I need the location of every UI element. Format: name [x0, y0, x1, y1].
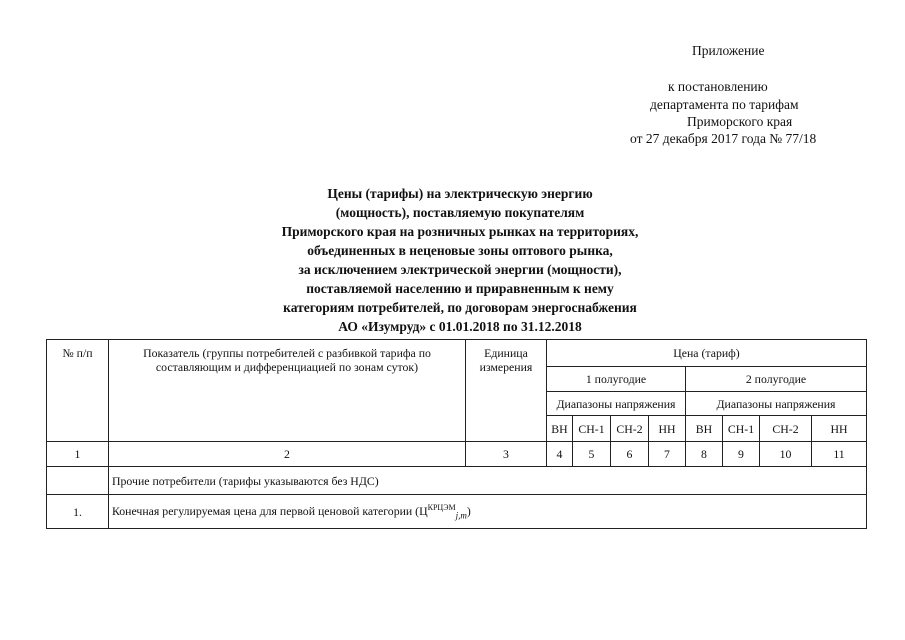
title-line: Цены (тарифы) на электрическую энергию — [327, 186, 593, 201]
section-num-cell — [47, 467, 109, 495]
header-voltage: ВН — [686, 416, 723, 442]
price-superscript: КРЦЭМ — [427, 502, 456, 512]
column-number: 4 — [547, 442, 573, 467]
appendix-block — [0, 0, 905, 150]
column-number: 7 — [649, 442, 686, 467]
column-number: 8 — [686, 442, 723, 467]
title-line: категориям потребителей, по договорам энергоснабжения — [283, 300, 637, 315]
header-voltage: СН-2 — [760, 416, 812, 442]
column-number: 1 — [47, 442, 109, 467]
closing-paren: ) — [466, 503, 471, 518]
document-title — [180, 184, 740, 336]
header-voltage: СН-1 — [723, 416, 760, 442]
appendix-line-4: от 27 декабря 2017 года № 77/18 — [630, 131, 817, 146]
column-number: 5 — [573, 442, 611, 467]
appendix-title: Приложение — [692, 43, 765, 58]
header-half-1: 1 полугодие — [547, 367, 686, 392]
header-voltage: НН — [812, 416, 867, 442]
header-voltage: ВН — [547, 416, 573, 442]
header-voltage: СН-2 — [611, 416, 649, 442]
section-row — [47, 467, 867, 495]
table-row — [47, 495, 867, 529]
header-indicator: Показатель (группы потребителей с разбивкой тарифа по составляющим и дифференциацией по зонам суток) — [109, 340, 466, 442]
column-number: 10 — [760, 442, 812, 467]
column-number: 11 — [812, 442, 867, 467]
column-number: 9 — [723, 442, 760, 467]
header-num: № п/п — [47, 340, 109, 442]
section-title: Прочие потребители (тарифы указываются без НДС) — [109, 467, 867, 495]
row-indicator — [109, 495, 867, 529]
header-voltage-ranges-1: Диапазоны напряжения — [547, 392, 686, 416]
column-number: 6 — [611, 442, 649, 467]
column-number: 2 — [109, 442, 466, 467]
header-voltage: СН-1 — [573, 416, 611, 442]
title-line: за исключением электрической энергии (мощности), — [298, 262, 622, 277]
title-line: (мощность), поставляемую покупателям — [335, 205, 585, 220]
header-price: Цена (тариф) — [547, 340, 867, 367]
row-num: 1. — [47, 495, 109, 529]
title-line: Приморского края на розничных рынках на территориях, — [281, 224, 639, 239]
header-half-2: 2 полугодие — [686, 367, 867, 392]
header-voltage: НН — [649, 416, 686, 442]
header-unit: Единица измерения — [466, 340, 547, 442]
appendix-line-2: департамента по тарифам — [650, 97, 799, 112]
title-line: поставляемой населению и приравненным к нему — [306, 281, 614, 296]
price-subscript: j,m — [455, 510, 467, 521]
tariff-table — [46, 339, 867, 529]
column-number-row — [47, 442, 867, 467]
column-number: 3 — [466, 442, 547, 467]
appendix-line-1: к постановлению — [668, 79, 768, 94]
title-line: АО «Изумруд» с 01.01.2018 по 31.12.2018 — [338, 319, 582, 334]
appendix-line-3: Приморского края — [687, 114, 793, 129]
header-voltage-ranges-2: Диапазоны напряжения — [686, 392, 867, 416]
title-line: объединенных в неценовые зоны оптового рынка, — [307, 243, 613, 258]
row-indicator-text: Конечная регулируемая цена для первой ценовой категории (Ц — [112, 503, 428, 518]
